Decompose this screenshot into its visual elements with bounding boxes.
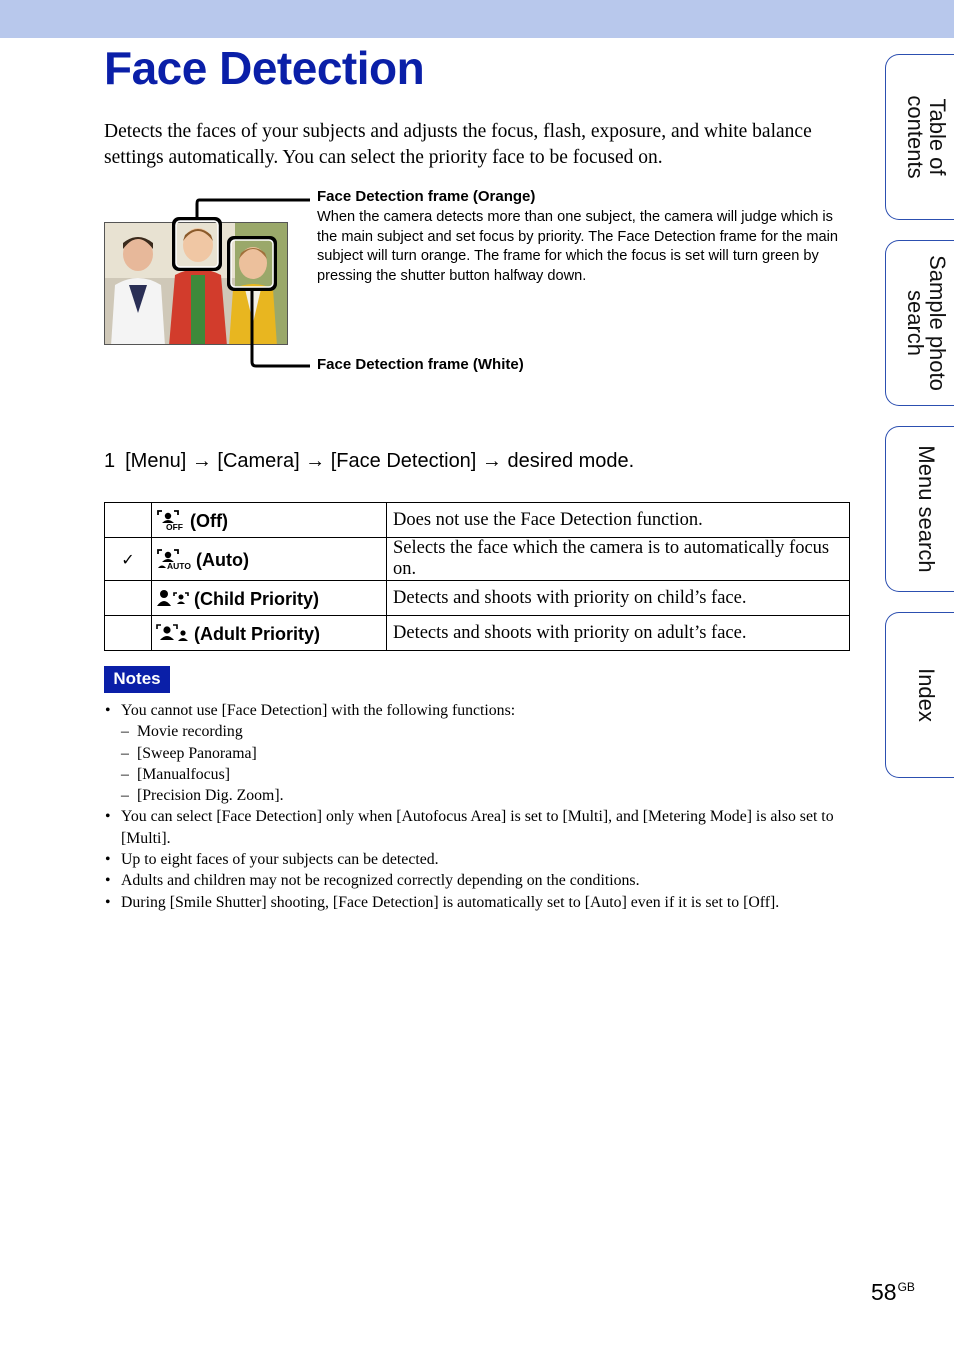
- list-item: • You cannot use [Face Detection] with the following functions:: [104, 700, 844, 721]
- table-row: [105, 616, 850, 651]
- table-row: [105, 538, 850, 581]
- list-item: • Up to eight faces of your subjects can be detected.: [104, 849, 844, 870]
- list-item: – Movie recording: [104, 721, 844, 742]
- mode-cell: [152, 503, 387, 538]
- page-number-value: 58: [871, 1279, 897, 1305]
- list-item: – [Manualfocus]: [104, 764, 844, 785]
- mode-label: (Child Priority): [194, 588, 319, 609]
- check-icon: ✓: [121, 549, 135, 569]
- mode-description: Selects the face which the camera is to automatically focus on.: [387, 538, 850, 581]
- step-1: [104, 450, 634, 473]
- list-item: • You can select [Face Detection] only when [Autofocus Area] is set to [Multi], and [Metering Mode] is also set to [Multi].: [104, 806, 844, 849]
- tab-label: Menu search: [913, 445, 939, 573]
- mode-description: Detects and shoots with priority on child’s face.: [387, 581, 850, 616]
- list-item: • During [Smile Shutter] shooting, [Face Detection] is automatically set to [Auto] even if it is set to [Off].: [104, 892, 844, 913]
- adult-priority-icon: [156, 622, 190, 644]
- white-frame-label: Face Detection frame (White): [317, 356, 524, 373]
- tab-sample-photo-search[interactable]: [885, 240, 954, 406]
- intro-paragraph: Detects the faces of your subjects and adjusts the focus, flash, exposure, and white balance settings automatically. You can select the priority face to be focused on.: [104, 121, 812, 168]
- tab-index[interactable]: [885, 612, 954, 778]
- page-title: Face Detection: [104, 42, 425, 94]
- header-bar: [0, 0, 954, 38]
- svg-text:AUTO: AUTO: [167, 560, 191, 570]
- default-check-cell: [105, 538, 152, 581]
- table-row: [105, 581, 850, 616]
- mode-label: (Off): [190, 510, 228, 531]
- mode-table: [104, 502, 850, 651]
- tab-label: Table of contents: [902, 95, 950, 179]
- mode-label: (Adult Priority): [194, 623, 320, 644]
- default-check-cell: [105, 581, 152, 616]
- orange-frame-description: When the camera detects more than one subject, the camera will judge which is the main subject and set focus by priority. The Face Detection frame for the main subject will turn orange. The frame for which the focus is set will turn green by pressing the shutter button halfway down.: [317, 209, 839, 284]
- orange-frame-label: Face Detection frame (Orange): [317, 188, 536, 205]
- tab-label: Sample photo search: [902, 255, 950, 391]
- step-number: 1: [104, 450, 116, 472]
- default-check-cell: [105, 616, 152, 651]
- notes-badge: Notes: [104, 666, 170, 693]
- page-number: [871, 1279, 915, 1306]
- mode-label: (Auto): [196, 549, 249, 570]
- list-item: – [Sweep Panorama]: [104, 743, 844, 764]
- tab-menu-search[interactable]: [885, 426, 954, 592]
- mode-cell: [152, 581, 387, 616]
- notes-list: [104, 700, 844, 913]
- mode-cell: [152, 538, 387, 581]
- step-instruction: [Menu] → [Camera] → [Face Detection] → desired mode.: [125, 450, 635, 472]
- sample-photo: [104, 222, 288, 345]
- tab-table-of-contents[interactable]: [885, 54, 954, 220]
- mode-description: Does not use the Face Detection function.: [387, 503, 850, 538]
- list-item: – [Precision Dig. Zoom].: [104, 785, 844, 806]
- face-detection-auto-icon: [156, 548, 192, 570]
- table-row: [105, 503, 850, 538]
- face-detection-off-icon: [156, 509, 186, 531]
- page-region-suffix: GB: [897, 1280, 915, 1294]
- mode-cell: [152, 616, 387, 651]
- list-item: • Adults and children may not be recognized correctly depending on the conditions.: [104, 870, 844, 891]
- svg-text:OFF: OFF: [166, 521, 183, 531]
- tab-label: Index: [913, 668, 939, 722]
- mode-description: Detects and shoots with priority on adult’s face.: [387, 616, 850, 651]
- child-priority-icon: [156, 587, 190, 609]
- default-check-cell: [105, 503, 152, 538]
